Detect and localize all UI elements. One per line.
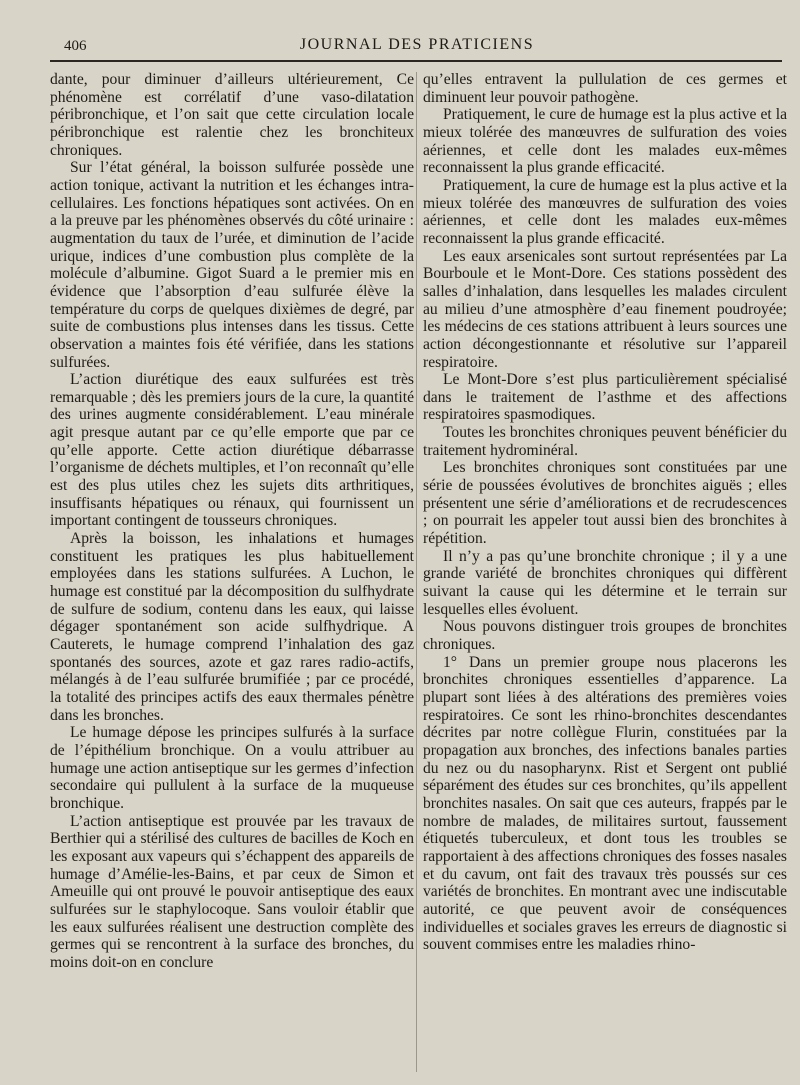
paragraph: Toutes les bronchites chroniques peuvent bénéficier du traitement hydrominéral. xyxy=(423,424,787,459)
paragraph: Les bronchites chroniques sont constituées par une série de poussées évolutives de bronchites aiguës ; elles présentent une série d’améliorations et de recrudescences ; on pourrait les appeler tout aussi bien des bronchites à répétition. xyxy=(423,459,787,548)
paragraph: L’action antiseptique est prouvée par les travaux de Berthier qui a stérilisé des cultures de bacilles de Koch en les exposant aux vapeurs qui s’échappent des appareils de humage d’Amélie-les-Bains, et par ceux de Simon et Ameuille qui ont prouvé le pouvoir antiseptique des eaux sulfurées sur le staphylocoque. Sans vouloir établir que les eaux sulfurées réalisent une destruction complète des germes qui se rencontrent à la surface des bronches, du moins doit-on en conclure xyxy=(50,812,414,971)
paragraph: Il n’y a pas qu’une bronchite chronique ; il y a une grande variété de bronchites chroniques qui diffèrent suivant la cause qui les détermine et le terrain sur lesquelles elles évoluent. xyxy=(423,547,787,618)
paragraph: 1° Dans un premier groupe nous placerons les bronchites chroniques essentielles d’apparence. La plupart sont liées à des altérations des premières voies respiratoires. Ce sont les rhino-bronchites descendantes décrites par notre collègue Flurin, constituées par la propagation aux bronches, des infections banales parties du nez ou du nasopharynx. Rist et Sergent ont publié séparément des études sur ces bronchites, qu’ils appellent bronchites nasales. On sait que ces auteurs, frappés par le nombre de malades, de militaires surtout, faussement étiquetés tuberculeux, et dont tous les troubles se rapportaient à des affections chroniques des fosses nasales et du cavum, ont fait des travaux très poussés sur ces variétés de bronchites. En montrant avec une indiscutable autorité, ce que peuvent avoir de conséquences individuelles et sociales graves les erreurs de diagnostic si souvent commises entre les maladies rhino- xyxy=(423,653,787,954)
journal-title: JOURNAL DES PRATICIENS xyxy=(299,36,535,53)
paragraph: Pratiquement, le cure de humage est la plus active et la mieux tolérée des manœuvres de sulfuration des voies aériennes, et celle dont les malades eux-mêmes reconnaissent la plus grande efficacité. xyxy=(423,106,787,177)
paragraph: qu’elles entravent la pullulation de ces germes et diminuent leur pouvoir pathogène. xyxy=(423,71,787,106)
paragraph: Le humage dépose les principes sulfurés à la surface de l’épithélium bronchique. On a voulu attribuer au humage une action antiseptique sur les germes d’infection secondaire qui pullulent à la surface de la muqueuse bronchique. xyxy=(50,724,414,812)
page-header xyxy=(52,34,782,58)
header-rule xyxy=(50,60,782,62)
paragraph: Pratiquement, la cure de humage est la plus active et la mieux tolérée des manœuvres de sulfuration des voies aériennes, et celle dont les malades eux-mêmes reconnaissent la plus grande efficacité. xyxy=(423,176,787,247)
left-column xyxy=(50,71,414,1081)
paragraph: L’action diurétique des eaux sulfurées est très remarquable ; dès les premiers jours de la cure, la quantité des urines augmente considérablement. L’eau minérale agit presque autant par ce qu’elle emporte que par ce qu’elle apporte. Cette action diurétique débarrasse l’organisme de déchets multiples, et l’on reconnaît qu’elle est des plus utiles chez les sujets dits arthritiques, insuffisants hépatiques ou rénaux, qui fournissent un important contingent de tousseurs chroniques. xyxy=(50,371,414,530)
right-column xyxy=(423,71,787,1081)
paragraph: dante, pour diminuer d’ailleurs ultérieurement, Ce phénomène est corrélatif d’une vaso-dilatation péribronchique, et l’on sait que cette circulation locale péribronchique est ralentie chez les bronchiteux chroniques. xyxy=(50,71,414,159)
paragraph: Après la boisson, les inhalations et humages constituent les pratiques les plus habituellement employées dans les stations sulfurées. A Luchon, le humage est constitué par la décomposition du sulfhydrate de sulfure de sodium, contenu dans les eaux, qui laisse dégager spontanément son acide sulfhydrique. A Cauterets, le humage comprend l’inhalation des gaz spontanés des sources, azote et gaz rares radio-actifs, mélangés à de l’eau sulfurée brumifiée ; par ce procédé, la totalité des principes actifs des eaux thermales pénètre dans les bronches. xyxy=(50,530,414,724)
column-divider xyxy=(416,72,417,1072)
paragraph: Sur l’état général, la boisson sulfurée possède une action tonique, activant la nutrition et les échanges intra-cellulaires. Les fonctions hépatiques sont activées. On en a la preuve par les phénomènes observés du côté urinaire : augmentation du taux de l’urée, et diminution de l’acide urique, indices d’une combustion plus complète de la molécule d’albumine. Gigot Suard a le premier mis en évidence que l’absorption d’eau sulfurée élève la température du corps de quelques dixièmes de degré, par suite de combustions plus intenses dans les tissus. Cette observation a maintes fois été vérifiée, dans les stations sulfurées. xyxy=(50,159,414,371)
page-number: 406 xyxy=(64,38,87,54)
paragraph: Nous pouvons distinguer trois groupes de bronchites chroniques. xyxy=(423,618,787,653)
paragraph: Les eaux arsenicales sont surtout représentées par La Bourboule et le Mont-Dore. Ces stations possèdent des salles d’inhalation, dans lesquelles les malades circulent au milieu d’une atmosphère d’eau finement poudroyée; les médecins de ces stations attribuent à leurs sources une action décongestionnante et résolutive sur l’appareil respiratoire. xyxy=(423,247,787,371)
paragraph: Le Mont-Dore s’est plus particulièrement spécialisé dans le traitement de l’asthme et des affections respiratoires spasmodiques. xyxy=(423,371,787,424)
